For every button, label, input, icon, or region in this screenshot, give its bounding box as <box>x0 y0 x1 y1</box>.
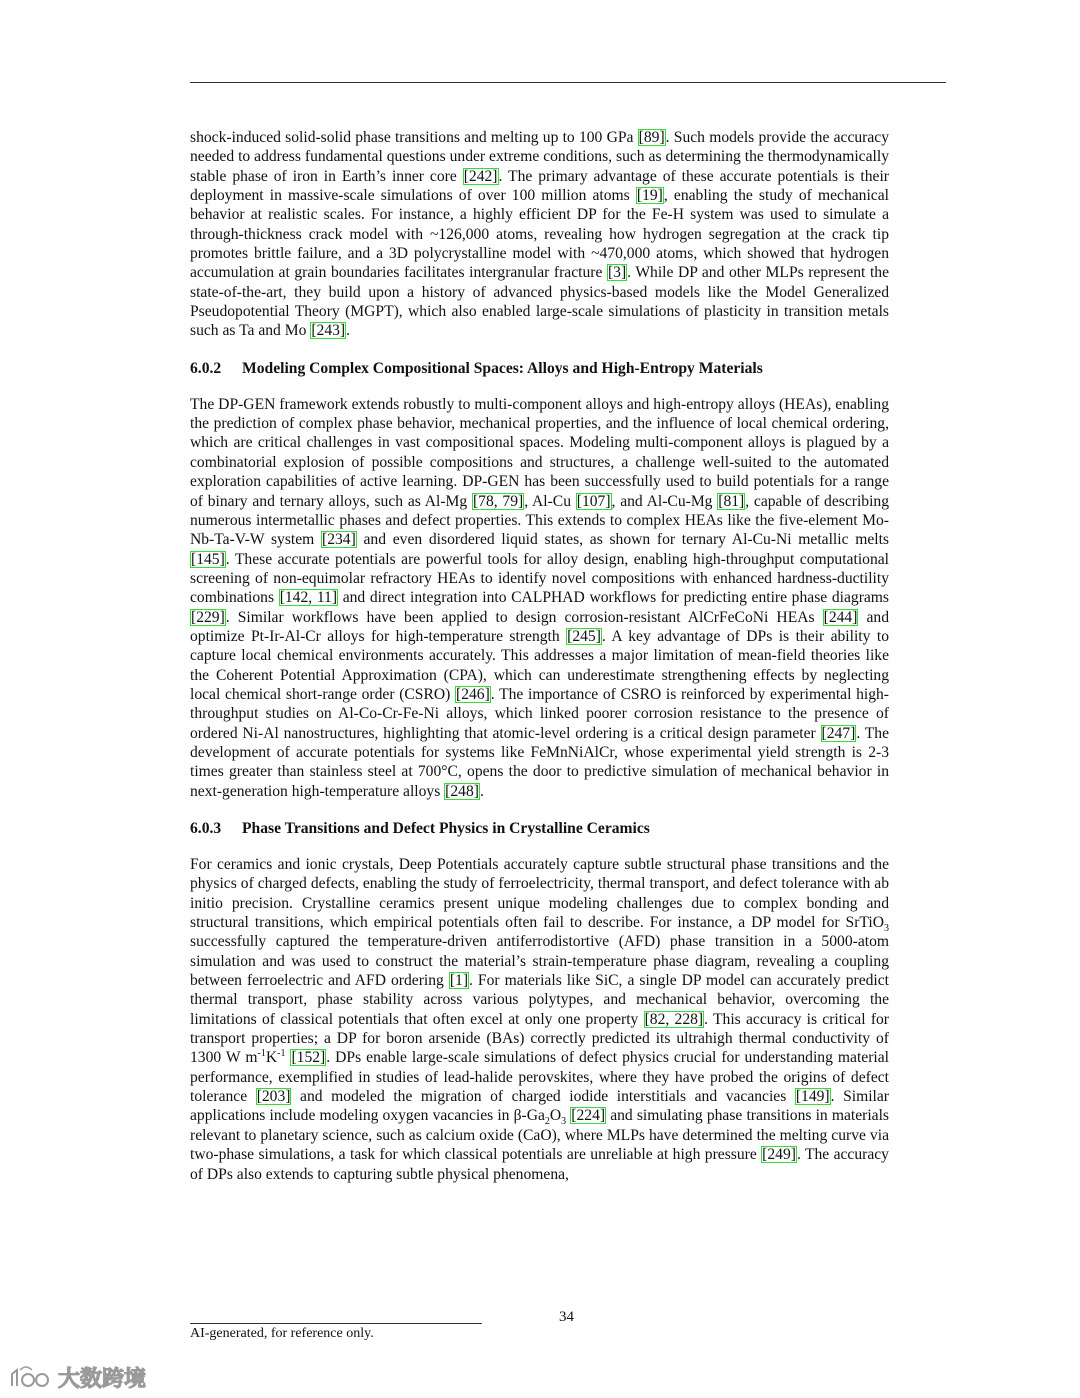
text-run: and simulating phase transitions in materials relevant to planetary science, such as calcium oxide (CaO), where MLPs have determined the melting curve via two-phase simulations, a task for which classical potentials are unreliable at high pressure <box>190 1107 889 1164</box>
citation-link[interactable]: [244] <box>823 608 858 626</box>
citation-link[interactable]: [82, 228] <box>644 1010 704 1028</box>
citation-link[interactable]: [152] <box>291 1049 326 1067</box>
text-run: and even disordered liquid states, as shown for ternary Al-Cu-Ni metallic melts <box>356 531 890 549</box>
text-run: The DP-GEN framework extends robustly to multi-component alloys and high-entropy alloys (HEAs), enabling the prediction of complex phase behavior, mechanical properties, and the influence of local chemical ordering, which are critical challenges in vast compositional spaces. Modeling multi-component alloys is plagued by a combinatorial explosion of possible compositions and structures, a challenge well-suited to the automated exploration capabilities of active learning. DP-GEN has been successfully used to build potentials for a range of binary and ternary alloys, such as Al-Mg <box>190 395 889 510</box>
citation-link[interactable]: [81] <box>718 492 745 510</box>
citation-link[interactable]: [3] <box>607 264 627 282</box>
watermark <box>8 1362 146 1393</box>
text-run: , capable of describing numerous intermetallic phases and defect properties. This extends to complex HEAs like the five-element Mo-Nb-Ta-V-W system <box>190 492 889 549</box>
text-run: , and Al-Cu-Mg <box>611 492 718 510</box>
text-run: K <box>265 1049 278 1067</box>
footnote: AI-generated, for reference only. <box>190 1326 374 1341</box>
text-run: and optimize Pt-Ir-Al-Cr alloys for high-temperature strength <box>190 608 889 645</box>
footnote-rule <box>190 1323 482 1324</box>
citation-link[interactable]: [107] <box>576 492 611 510</box>
citation-link[interactable]: [249] <box>762 1146 796 1164</box>
section-heading-6-0-2 <box>190 359 889 379</box>
citation-link[interactable]: [246] <box>456 685 490 703</box>
section-heading-6-0-3 <box>190 819 889 839</box>
page-body <box>190 128 889 1184</box>
subscript: 3 <box>884 923 889 935</box>
text-run: . While DP and other MLPs represent the state-of-the-art, they build upon a history of advanced physics-based models like the Model Generalized Pseudopotential Theory (MGPT), which also enabled large-scale simulations of plasticity in transition metals such as Ta and Mo <box>190 264 889 340</box>
page-number: 34 <box>559 1309 574 1325</box>
text-run: . The accuracy of DPs also extends to capturing subtle physical phenomena, <box>190 1146 889 1183</box>
citation-link[interactable]: [247] <box>821 724 856 742</box>
text-run: . The development of accurate potentials for systems like FeMnNiAlCr, whose experimental yield strength is 2-3 times greater than stainless steel at 700°C, opens the door to predictive simulation of mechanical behavior in next-generation high-temperature alloys <box>190 724 889 800</box>
citation-link[interactable]: [248] <box>445 782 479 800</box>
text-run: . Similar applications include modeling oxygen vacancies in β-Ga <box>190 1088 889 1125</box>
paragraph-ceramics <box>190 855 889 1184</box>
citation-link[interactable]: [229] <box>191 608 225 626</box>
citation-link[interactable]: [19] <box>636 187 663 205</box>
text-run: and modeled the migration of charged iodide interstitials and vacancies <box>291 1088 795 1106</box>
citation-link[interactable]: [149] <box>795 1088 830 1106</box>
citation-link[interactable]: [203] <box>256 1088 291 1106</box>
subscript: 2 <box>544 1116 550 1128</box>
citation-link[interactable]: [243] <box>311 322 346 340</box>
citation-link[interactable]: [224] <box>571 1107 606 1125</box>
citation-link[interactable]: [78, 79] <box>472 492 524 510</box>
text-run: . These accurate potentials are powerful tools for alloy design, enabling high-throughput computational screening of non-equimolar refractory HEAs to identify novel compositions with enhanced hardness-ductility combinations <box>190 550 889 607</box>
text-run: and direct integration into CALPHAD workflows for predicting entire phase diagrams <box>338 589 890 607</box>
text-run: . The primary advantage of these accurate potentials is their deployment in massive-scale simulations of over 100 million atoms <box>190 167 889 205</box>
text-run: For ceramics and ionic crystals, Deep Potentials accurately capture subtle structural phase transitions and the physics of charged defects, enabling the study of ferroelectricity, thermal transport, and defect tolerance with ab initio precision. Crystalline ceramics present unique modeling challenges due to complex bonding and structural transitions, which empirical potentials often fail to describe. For instance, a DP model for SrTiO <box>190 856 889 932</box>
text-run: . The importance of CSRO is reinforced by experimental high-throughput studies on Al-Co-Cr-Fe-Ni alloys, which linked poorer corrosion resistance to the presence of ordered Ni-Al nanostructures, highlighting that atomic-level ordering is a critical design parameter <box>190 685 890 742</box>
text-run: . A key advantage of DPs is their ability to capture local chemical environments accurately. This addresses a major limitation of mean-field theories like the Coherent Potential Approximation (CPA), which can underestimate strengthening effects by neglecting local chemical short-range order (CSRO) <box>190 627 890 703</box>
watermark-logo-icon <box>8 1364 52 1392</box>
citation-link[interactable]: [234] <box>322 531 356 549</box>
watermark-text: 大数跨境 <box>58 1367 147 1392</box>
citation-link[interactable]: [145] <box>191 550 225 568</box>
paragraph-shock-transitions <box>190 128 889 341</box>
text-run: , enabling the study of mechanical behavior at realistic scales. For instance, a highly efficient DP for the Fe-H system was used to simulate a through-thickness crack model with ~126,000 atoms, revealing how hydrogen segregation at the crack tip promotes brittle failure, and a 3D polycrystalline model with ~470,000 atoms, which showed that hydrogen accumulation at grain boundaries facilitates intergranular fracture <box>190 187 889 282</box>
superscript: -1 <box>257 1048 266 1060</box>
text-run: . Similar workflows have been applied to design corrosion-resistant AlCrFeCoNi HEAs <box>225 608 823 626</box>
subscript: 3 <box>561 1116 567 1128</box>
paragraph-alloys-heas <box>190 395 889 801</box>
citation-link[interactable]: [142, 11] <box>279 589 338 607</box>
citation-link[interactable]: [242] <box>463 167 498 185</box>
text-run: , Al-Cu <box>524 492 576 510</box>
section-number: 6.0.2 <box>190 359 222 377</box>
citation-link[interactable]: [245] <box>567 627 601 645</box>
text-run: . This accuracy is critical for transport properties; a DP for boron arsenide (BAs) correctly predicted its ultrahigh thermal conductivity of 1300 W m <box>190 1010 889 1067</box>
superscript: -1 <box>277 1048 286 1060</box>
text-run: successfully captured the temperature-driven antiferrodistortive (AFD) phase transition in a 5000-atom simulation and was used to construct the material’s strain-temperature phase diagram, revealing a coupling between ferroelectric and AFD ordering <box>190 933 889 990</box>
section-number: 6.0.3 <box>190 820 222 837</box>
header-rule <box>190 82 946 83</box>
text-run: O <box>549 1107 562 1125</box>
text-run: . <box>479 782 484 800</box>
text-run: . Such models provide the accuracy needed to address fundamental questions under extreme conditions, such as determining the thermodynamically stable phase of iron in Earth’s inner core <box>190 129 890 185</box>
citation-link[interactable]: [1] <box>449 972 469 990</box>
text-run: . For materials like SiC, a single DP model can accurately predict thermal transport, phase stability across various polytypes, and mechanical behavior, overcoming the limitations of classical potentials that often excel at only one property <box>190 972 889 1028</box>
section-title: Modeling Complex Compositional Spaces: Alloys and High-Entropy Materials <box>242 359 763 377</box>
citation-link[interactable]: [89] <box>638 129 665 146</box>
text-run: shock-induced solid-solid phase transitions and melting up to 100 GPa <box>190 129 638 146</box>
section-title: Phase Transitions and Defect Physics in Crystalline Ceramics <box>242 820 650 837</box>
text-run: . DPs enable large-scale simulations of defect physics crucial for understanding material performance, exemplified in studies of lead-halide perovskites, where they have probed the origins of defect tolerance <box>190 1049 889 1106</box>
text-run: . <box>346 322 351 340</box>
